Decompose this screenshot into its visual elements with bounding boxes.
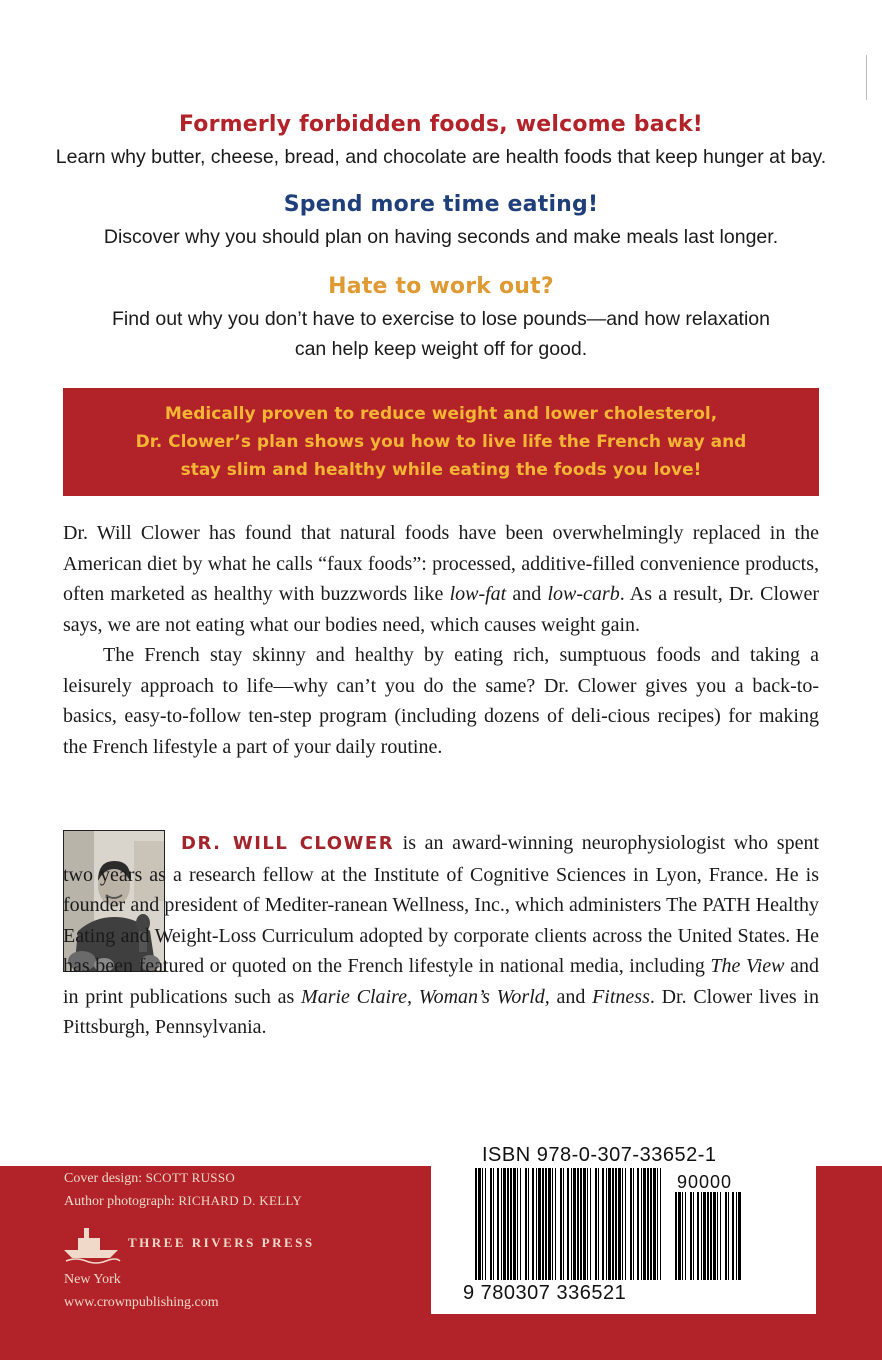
barcode-bar (725, 1192, 727, 1280)
author-bio-fitness: Fitness (592, 985, 650, 1008)
barcode-bar (510, 1168, 512, 1280)
barcode-bar (710, 1192, 712, 1280)
cover-design-credit (64, 1170, 235, 1187)
barcode-bar (532, 1168, 534, 1280)
promo-line-2: Dr. Clower’s plan shows you how to live life the French way and (135, 432, 747, 452)
barcode-bar (507, 1168, 509, 1280)
subtext-spend-time: Discover why you should plan on having seconds and make meals last longer. (103, 226, 779, 248)
barcode-bar (732, 1192, 734, 1280)
publisher-city: New York (64, 1272, 121, 1287)
barcode-bar (525, 1168, 527, 1280)
barcode-bar (657, 1168, 658, 1280)
barcode-bar (713, 1192, 716, 1280)
barcode-bar (583, 1168, 586, 1280)
barcode-bar (497, 1168, 499, 1280)
barcode-bar (625, 1168, 626, 1280)
barcode-bar (552, 1168, 553, 1280)
barcode-bar (633, 1168, 634, 1280)
barcode-bar (513, 1168, 516, 1280)
author-bio (63, 828, 819, 1043)
barcode-bar (653, 1168, 656, 1280)
desc-p1-text-b: and (506, 583, 548, 605)
author-bio-the-view: The View (710, 955, 785, 977)
price-barcode (675, 1192, 745, 1282)
headline-forbidden-foods: Formerly forbidden foods, welcome back! (178, 112, 704, 137)
page-edge-line (866, 55, 867, 100)
barcode-bar (571, 1168, 572, 1280)
barcode-bar (697, 1192, 699, 1280)
barcode-bar (608, 1168, 611, 1280)
barcode-bar (643, 1168, 646, 1280)
author-photo-credit (64, 1193, 302, 1210)
barcode-bar (650, 1168, 652, 1280)
barcode-bar (622, 1168, 623, 1280)
barcode-bar (598, 1168, 599, 1280)
barcode-bar (503, 1168, 506, 1280)
barcode-bar (690, 1192, 692, 1280)
barcode-bar (501, 1168, 502, 1280)
barcode-bar (538, 1168, 541, 1280)
author-bio-text-b: and in print publications such as (63, 955, 819, 1008)
barcode-bar (660, 1168, 661, 1280)
barcode-bar (606, 1168, 607, 1280)
cover-design-name: SCOTT RUSSO (145, 1170, 236, 1185)
subtext-work-out-line1: Find out why you don’t have to exercise to lose pounds—and how relaxation (112, 308, 770, 330)
barcode-bar (602, 1168, 604, 1280)
barcode-bar (475, 1168, 477, 1280)
publisher-website: www.crownpublishing.com (64, 1295, 219, 1310)
barcode-bar (720, 1192, 721, 1280)
headline-spend-time: Spend more time eating! (283, 192, 599, 217)
barcode-bar (517, 1168, 518, 1280)
subtext-forbidden-foods: Learn why butter, cheese, bread, and chocolate are health foods that keep hunger at bay. (55, 146, 827, 168)
barcode-bar (548, 1168, 551, 1280)
barcode-bar (542, 1168, 544, 1280)
barcode-bar (647, 1168, 649, 1280)
barcode-bar (612, 1168, 614, 1280)
barcode-bar (707, 1192, 709, 1280)
barcode-bar (630, 1168, 632, 1280)
barcode-bar (563, 1168, 564, 1280)
barcode-bar (580, 1168, 582, 1280)
barcode-bar (490, 1168, 492, 1280)
photo-wrap-spacer (63, 828, 173, 978)
barcode-bar (478, 1168, 481, 1280)
barcode-bar (520, 1168, 521, 1280)
desc-p1-lowfat: low-fat (449, 583, 507, 605)
barcode-bar (728, 1192, 729, 1280)
desc-p1-text-c: . As a result, Dr. Clower says, we are not eating what our bodies need, which causes weight gain. (63, 583, 819, 636)
promo-line-1: Medically proven to reduce weight and lower cholesterol, (164, 404, 718, 424)
barcode-bar (675, 1192, 677, 1280)
barcode-bar (485, 1168, 486, 1280)
promo-banner-text (63, 400, 819, 484)
barcode-bar (528, 1168, 529, 1280)
barcode-bar (618, 1168, 621, 1280)
barcode-bar (555, 1168, 556, 1280)
description-paragraph-1 (63, 518, 819, 640)
isbn-number: ISBN 978-0-307-33652-1 (482, 1144, 717, 1166)
headline-work-out: Hate to work out? (328, 274, 554, 299)
barcode-bar (736, 1192, 737, 1280)
barcode-bar (587, 1168, 588, 1280)
barcode-bar (536, 1168, 537, 1280)
publisher-boat-icon (62, 1224, 122, 1264)
barcode-bar (693, 1192, 694, 1280)
barcode-bar (682, 1192, 683, 1280)
barcode-digits: 9 780307 336521 (463, 1282, 627, 1304)
cover-design-label: Cover design: (64, 1171, 146, 1186)
description-paragraph-2: The French stay skinny and healthy by eating rich, sumptuous foods and taking a leisurely approach to life—why can’t you do the same? Dr. Clower gives you a back-to-basics, easy-to-follow ten-step program (including dozens of deli-cious recipes) for making the French lifestyle a part of your daily routine. (63, 644, 819, 758)
author-bio-marie-claire: Marie Claire, Woman’s World, (301, 985, 550, 1008)
barcode-bar (567, 1168, 569, 1280)
publisher-name: THREE RIVERS PRESS (128, 1235, 315, 1250)
book-description (63, 518, 819, 762)
barcode-bar (717, 1192, 718, 1280)
barcode-bar (493, 1168, 494, 1280)
barcode-bar (738, 1192, 741, 1280)
author-bio-text-d: . Dr. Clower lives in Pittsburgh, Pennsylvania. (63, 985, 819, 1038)
author-bio-paragraph (63, 828, 819, 1043)
barcode-bar (703, 1192, 706, 1280)
barcode-bar (678, 1192, 681, 1280)
desc-p1-lowcarb: low-carb (547, 583, 620, 605)
barcode-bar (573, 1168, 576, 1280)
subtext-work-out-line2: can help keep weight off for good. (294, 338, 588, 360)
promo-line-3: stay slim and healthy while eating the foods you love! (180, 460, 702, 480)
author-name: DR. WILL CLOWER (181, 833, 395, 854)
barcode-bar (545, 1168, 547, 1280)
barcode-bar (615, 1168, 617, 1280)
isbn-barcode (475, 1168, 665, 1284)
barcode-bar (482, 1168, 483, 1280)
author-photo-name: RICHARD D. KELLY (178, 1193, 303, 1208)
author-bio-text-a: is an award-winning neurophysiologist who spent two years as a research fellow at the Institute of Cognitive Sciences in Lyon, France. He is founder and president of Mediter-ranean Wellness, Inc., which administers The PATH Healthy Eating and Weight-Loss Curriculum adopted by corporate clients across the United States. He has been featured or quoted on the French lifestyle in national media, including (63, 832, 820, 977)
author-bio-text-c: and (549, 985, 593, 1008)
barcode-bar (641, 1168, 642, 1280)
desc-p1-text-a: Dr. Will Clower has found that natural foods have been overwhelmingly replaced in the American diet by what he calls “faux foods”: processed, additive-filled convenience products, often marketed as healthy with buzzwords like (63, 522, 819, 605)
barcode-bar (701, 1192, 702, 1280)
barcode-bar (595, 1168, 597, 1280)
promo-banner (63, 388, 819, 496)
barcode-bar (560, 1168, 562, 1280)
barcode-bar (685, 1192, 686, 1280)
author-photo-label: Author photograph: (64, 1194, 179, 1209)
barcode-bar (577, 1168, 579, 1280)
barcode-bar (637, 1168, 639, 1280)
barcode-bar (590, 1168, 591, 1280)
price-code: 90000 (677, 1172, 733, 1192)
